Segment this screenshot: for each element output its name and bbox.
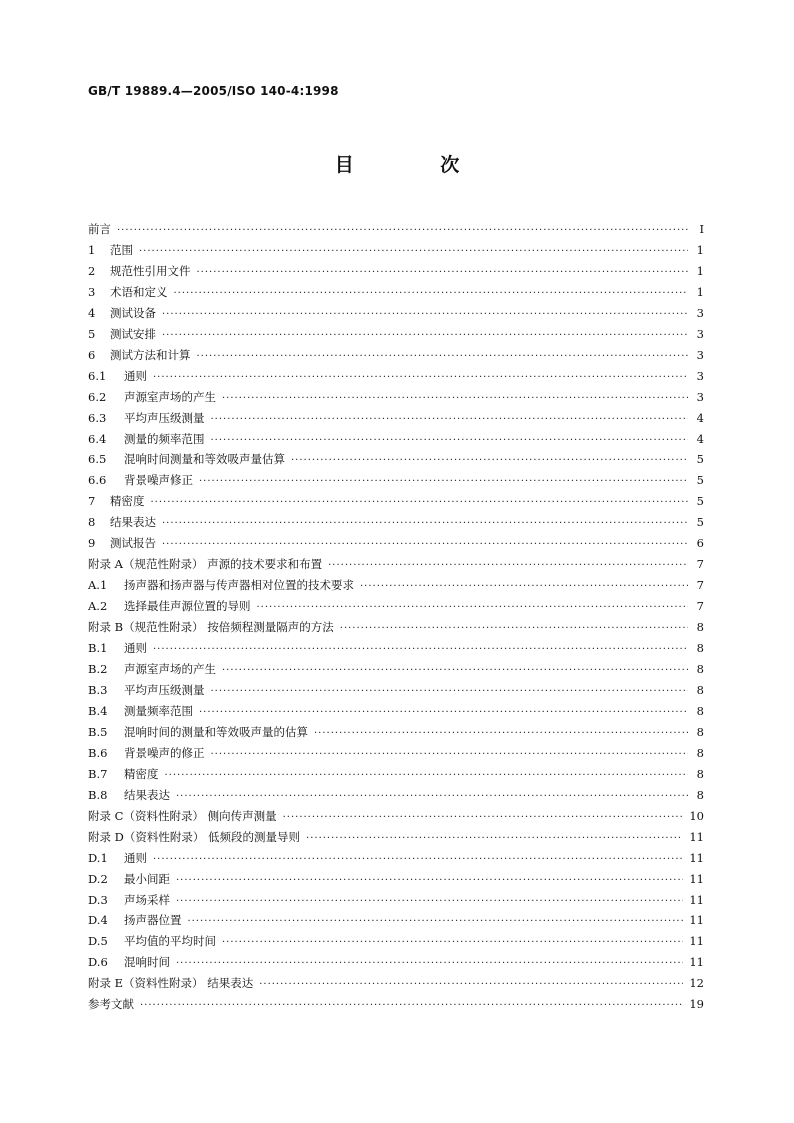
toc-entry-number: D.2 xyxy=(88,871,108,886)
toc-entry-title: 最小间距 xyxy=(124,871,170,886)
toc-entry-page: 4 xyxy=(696,410,704,425)
toc-entry-title: 精密度 xyxy=(124,766,159,781)
toc-entry-title: 参考文献 xyxy=(88,997,134,1012)
toc-entry-title: 结果表达 xyxy=(110,515,156,530)
toc-entry[interactable] xyxy=(88,722,704,743)
toc-entry-title: 声源室声场的产生 xyxy=(124,662,216,677)
toc-entry-page: 5 xyxy=(696,494,704,509)
toc-entry[interactable] xyxy=(88,785,704,806)
toc-entry-number: D.4 xyxy=(88,913,108,928)
dot-leader xyxy=(197,263,689,284)
toc-entry-page: 3 xyxy=(696,326,704,341)
dot-leader xyxy=(222,389,688,410)
toc-entry-title: 声场采样 xyxy=(124,892,170,907)
toc-entry-page: 5 xyxy=(696,452,704,467)
toc-entry-title: 范围 xyxy=(110,242,133,257)
toc-entry-title: 通则 xyxy=(124,850,147,865)
toc-entry-page: 1 xyxy=(696,242,704,257)
toc-entry[interactable] xyxy=(88,764,704,785)
toc-entry-number: D.1 xyxy=(88,850,108,865)
page-title: 目 次 xyxy=(334,154,500,176)
toc-entry[interactable] xyxy=(88,910,704,931)
toc-entry-number: B.6 xyxy=(88,745,108,760)
toc-entry-page: 3 xyxy=(696,368,704,383)
dot-leader xyxy=(188,912,684,933)
toc-entry-title: 平均值的平均时间 xyxy=(124,934,216,949)
toc-entry-page: I xyxy=(699,222,704,236)
toc-entry-number: B.3 xyxy=(88,682,108,697)
toc-entry-title: 精密度 xyxy=(110,494,145,509)
toc-entry[interactable] xyxy=(88,638,704,659)
toc-entry-page: 19 xyxy=(689,997,704,1012)
toc-entry-number: B.1 xyxy=(88,641,108,656)
dot-leader xyxy=(211,410,689,431)
dot-leader xyxy=(139,242,688,263)
dot-leader xyxy=(211,431,689,452)
toc-entry[interactable] xyxy=(88,324,704,345)
toc-entry-title: 附录 B（规范性附录） 按倍频程测量隔声的方法 xyxy=(88,620,334,635)
dot-leader xyxy=(283,808,684,829)
toc-entry-title: 混响时间测量和等效吸声量估算 xyxy=(124,452,285,467)
dot-leader xyxy=(222,933,683,954)
toc-entry-number: D.3 xyxy=(88,892,108,907)
dot-leader xyxy=(162,535,688,556)
dot-leader xyxy=(117,221,688,242)
toc-entry[interactable] xyxy=(88,701,704,722)
toc-entry-number: 6 xyxy=(88,347,96,362)
dot-leader xyxy=(306,829,683,850)
toc-entry-title: 通则 xyxy=(124,368,147,383)
toc-entry-number: 8 xyxy=(88,515,96,530)
toc-entry-number: A.2 xyxy=(88,599,108,614)
toc-entry-number: 3 xyxy=(88,284,96,299)
toc-entry[interactable] xyxy=(88,806,704,827)
toc-entry[interactable] xyxy=(88,848,704,869)
toc-entry-page: 11 xyxy=(689,850,704,865)
dot-leader xyxy=(176,892,683,913)
toc-entry-number: 1 xyxy=(88,242,96,257)
toc-entry-number: 5 xyxy=(88,326,96,341)
dot-leader xyxy=(222,661,688,682)
dot-leader xyxy=(211,682,689,703)
toc-entry[interactable] xyxy=(88,240,704,261)
toc-entry-page: 12 xyxy=(689,976,704,991)
dot-leader xyxy=(165,766,689,787)
dot-leader xyxy=(340,619,688,640)
toc-entry[interactable] xyxy=(88,869,704,890)
toc-entry[interactable] xyxy=(88,366,704,387)
toc-entry-page: 11 xyxy=(689,892,704,907)
toc-entry[interactable] xyxy=(88,575,704,596)
toc-entry[interactable] xyxy=(88,659,704,680)
toc-entry[interactable] xyxy=(88,219,704,240)
toc-entry-number: 2 xyxy=(88,263,96,278)
toc-entry[interactable] xyxy=(88,617,704,638)
toc-entry[interactable] xyxy=(88,512,704,533)
dot-leader xyxy=(153,640,688,661)
dot-leader xyxy=(140,996,683,1017)
toc-entry-page: 3 xyxy=(696,347,704,362)
toc-entry-number: B.8 xyxy=(88,787,108,802)
toc-entry-title: 前言 xyxy=(88,222,111,236)
toc-entry[interactable] xyxy=(88,554,704,575)
toc-entry[interactable] xyxy=(88,429,704,450)
toc-entry-number: 6.6 xyxy=(88,473,107,488)
toc-entry-title: 测试方法和计算 xyxy=(110,347,191,362)
toc-entry-title: 测试报告 xyxy=(110,536,156,551)
toc-entry-page: 10 xyxy=(689,808,704,823)
toc-entry[interactable] xyxy=(88,827,704,848)
toc-entry-title: 规范性引用文件 xyxy=(110,263,191,278)
toc-entry-title: 测量的频率范围 xyxy=(124,431,205,446)
toc-entry-page: 11 xyxy=(689,913,704,928)
toc-entry-title: 混响时间 xyxy=(124,955,170,970)
toc-entry-page: 1 xyxy=(696,284,704,299)
toc-entry-title: 测量频率范围 xyxy=(124,703,193,718)
dot-leader xyxy=(360,577,688,598)
toc-entry-number: 7 xyxy=(88,494,96,509)
dot-leader xyxy=(211,745,689,766)
toc-entry-title: 测试安排 xyxy=(110,326,156,341)
toc-entry-page: 11 xyxy=(689,934,704,949)
toc-entry-number: 6.4 xyxy=(88,431,107,446)
table-of-contents xyxy=(88,219,704,1015)
toc-entry-title: 平均声压级测量 xyxy=(124,410,205,425)
dot-leader xyxy=(176,954,683,975)
toc-entry-page: 8 xyxy=(696,745,704,760)
toc-entry-number: 4 xyxy=(88,305,96,320)
toc-entry-page: 8 xyxy=(696,703,704,718)
toc-entry-title: 附录 C（资料性附录） 侧向传声测量 xyxy=(88,808,277,823)
toc-entry-title: 附录 A（规范性附录） 声源的技术要求和布置 xyxy=(88,557,323,572)
toc-entry[interactable] xyxy=(88,470,704,491)
toc-entry-title: 术语和定义 xyxy=(110,284,168,299)
toc-entry-page: 5 xyxy=(696,473,704,488)
toc-entry-number: A.1 xyxy=(88,578,108,593)
toc-entry-title: 结果表达 xyxy=(124,787,170,802)
toc-entry-page: 8 xyxy=(696,641,704,656)
document-code: GB/T 19889.4—2005/ISO 140-4:1998 xyxy=(88,84,339,98)
toc-entry-number: 9 xyxy=(88,536,96,551)
toc-entry[interactable] xyxy=(88,890,704,911)
toc-entry[interactable] xyxy=(88,345,704,366)
toc-entry-page: 6 xyxy=(696,536,704,551)
toc-entry-title: 附录 E（资料性附录） 结果表达 xyxy=(88,976,254,991)
toc-entry-page: 7 xyxy=(696,557,704,572)
dot-leader xyxy=(257,598,689,619)
toc-entry-page: 1 xyxy=(696,263,704,278)
dot-leader xyxy=(199,472,688,493)
toc-entry-page: 5 xyxy=(696,515,704,530)
toc-entry-title: 附录 D（资料性附录） 低频段的测量导则 xyxy=(88,829,301,844)
toc-entry-page: 3 xyxy=(696,389,704,404)
toc-entry[interactable] xyxy=(88,952,704,973)
toc-entry-page: 8 xyxy=(696,620,704,635)
toc-entry-page: 11 xyxy=(689,871,704,886)
toc-entry-page: 4 xyxy=(696,431,704,446)
toc-entry[interactable] xyxy=(88,387,704,408)
toc-entry-title: 混响时间的测量和等效吸声量的估算 xyxy=(124,724,308,739)
toc-entry-title: 扬声器和扬声器与传声器相对位置的技术要求 xyxy=(124,578,354,593)
toc-entry[interactable] xyxy=(88,533,704,554)
toc-entry[interactable] xyxy=(88,973,704,994)
toc-entry-page: 8 xyxy=(696,662,704,677)
dot-leader xyxy=(328,556,688,577)
dot-leader xyxy=(259,975,683,996)
toc-entry-page: 7 xyxy=(696,578,704,593)
toc-entry[interactable] xyxy=(88,303,704,324)
toc-entry-page: 11 xyxy=(689,955,704,970)
dot-leader xyxy=(153,850,683,871)
dot-leader xyxy=(153,368,688,389)
toc-entry-title: 平均声压级测量 xyxy=(124,682,205,697)
dot-leader xyxy=(197,347,689,368)
toc-entry-title: 背景噪声修正 xyxy=(124,473,193,488)
toc-entry-number: B.2 xyxy=(88,662,108,677)
dot-leader xyxy=(162,326,688,347)
toc-entry-page: 3 xyxy=(696,305,704,320)
toc-entry[interactable] xyxy=(88,680,704,701)
toc-entry-title: 背景噪声的修正 xyxy=(124,745,205,760)
toc-entry[interactable] xyxy=(88,931,704,952)
toc-entry-number: B.7 xyxy=(88,766,108,781)
toc-entry-number: D.5 xyxy=(88,934,108,949)
dot-leader xyxy=(291,451,688,472)
toc-entry-title: 通则 xyxy=(124,641,147,656)
dot-leader xyxy=(174,284,689,305)
toc-entry-page: 8 xyxy=(696,787,704,802)
dot-leader xyxy=(151,493,689,514)
dot-leader xyxy=(176,787,688,808)
toc-entry-number: D.6 xyxy=(88,955,108,970)
dot-leader xyxy=(314,724,688,745)
toc-entry[interactable] xyxy=(88,994,704,1015)
toc-entry[interactable] xyxy=(88,449,704,470)
toc-entry-page: 8 xyxy=(696,766,704,781)
toc-entry-title: 测试设备 xyxy=(110,305,156,320)
toc-entry-title: 扬声器位置 xyxy=(124,913,182,928)
toc-entry[interactable] xyxy=(88,743,704,764)
toc-entry-number: 6.3 xyxy=(88,410,107,425)
dot-leader xyxy=(162,305,688,326)
toc-entry[interactable] xyxy=(88,408,704,429)
toc-entry-title: 选择最佳声源位置的导则 xyxy=(124,599,251,614)
toc-entry-page: 7 xyxy=(696,599,704,614)
toc-entry-title: 声源室声场的产生 xyxy=(124,389,216,404)
toc-entry-number: B.5 xyxy=(88,724,108,739)
toc-entry[interactable] xyxy=(88,491,704,512)
toc-entry-number: 6.1 xyxy=(88,368,107,383)
dot-leader xyxy=(176,871,683,892)
dot-leader xyxy=(162,514,688,535)
toc-entry-number: B.4 xyxy=(88,703,108,718)
toc-entry-page: 8 xyxy=(696,682,704,697)
toc-entry-number: 6.2 xyxy=(88,389,107,404)
toc-entry-page: 11 xyxy=(689,829,704,844)
dot-leader xyxy=(199,703,688,724)
toc-entry-page: 8 xyxy=(696,724,704,739)
toc-entry[interactable] xyxy=(88,282,704,303)
toc-entry[interactable] xyxy=(88,261,704,282)
toc-entry-number: 6.5 xyxy=(88,452,107,467)
toc-entry[interactable] xyxy=(88,596,704,617)
